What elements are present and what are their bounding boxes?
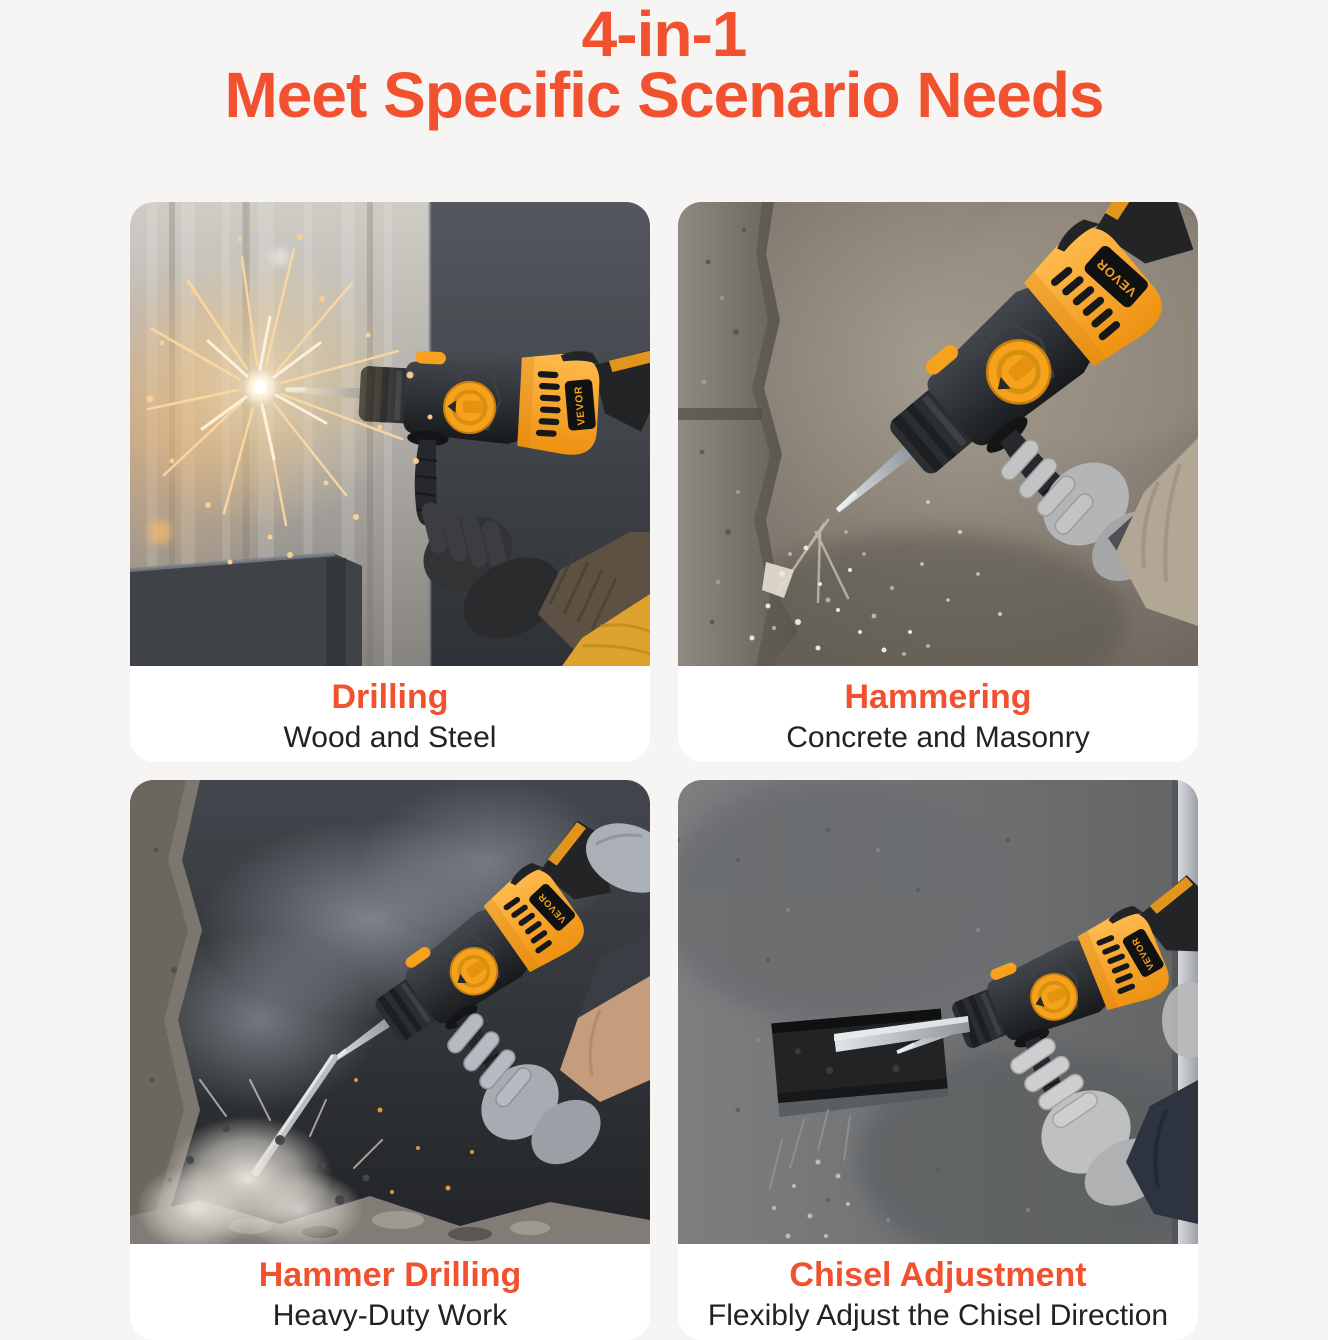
title-line-1: 4-in-1 <box>581 0 747 70</box>
hammer-drilling-demolition-dust <box>130 780 650 1244</box>
scenario-card-drilling <box>130 202 650 762</box>
page-title <box>0 0 1328 131</box>
scenario-caption <box>130 666 650 756</box>
scenario-heading: Hammer Drilling <box>258 1256 522 1294</box>
hammer-drilling-photo <box>130 780 650 1244</box>
scenario-heading: Hammering <box>844 678 1032 716</box>
scenario-card-hammering <box>678 202 1198 762</box>
scenario-caption <box>678 666 1198 756</box>
scenario-heading: Chisel Adjustment <box>789 1256 1087 1294</box>
scenario-subtext: Wood and Steel <box>283 721 497 754</box>
chisel-adjustment-photo <box>678 780 1198 1244</box>
chisel-adjustment-wall-groove <box>678 780 1198 1244</box>
drilling-into-steel-with-sparks <box>130 202 650 666</box>
title-line-2: Meet Specific Scenario Needs <box>224 59 1104 131</box>
scenario-subtext: Concrete and Masonry <box>786 721 1090 754</box>
scenario-subtext: Heavy-Duty Work <box>272 1299 508 1332</box>
scenario-heading: Drilling <box>331 678 449 716</box>
scenario-grid <box>130 202 1198 1340</box>
scenario-subtext: Flexibly Adjust the Chisel Direction <box>707 1299 1169 1332</box>
hammering-concrete-block-debris <box>678 202 1198 666</box>
scenario-caption <box>130 1244 650 1334</box>
drilling-photo <box>130 202 650 666</box>
scenario-caption <box>678 1244 1198 1334</box>
hammering-photo <box>678 202 1198 666</box>
scenario-card-hammer-drilling <box>130 780 650 1340</box>
scenario-card-chisel-adjustment <box>678 780 1198 1340</box>
